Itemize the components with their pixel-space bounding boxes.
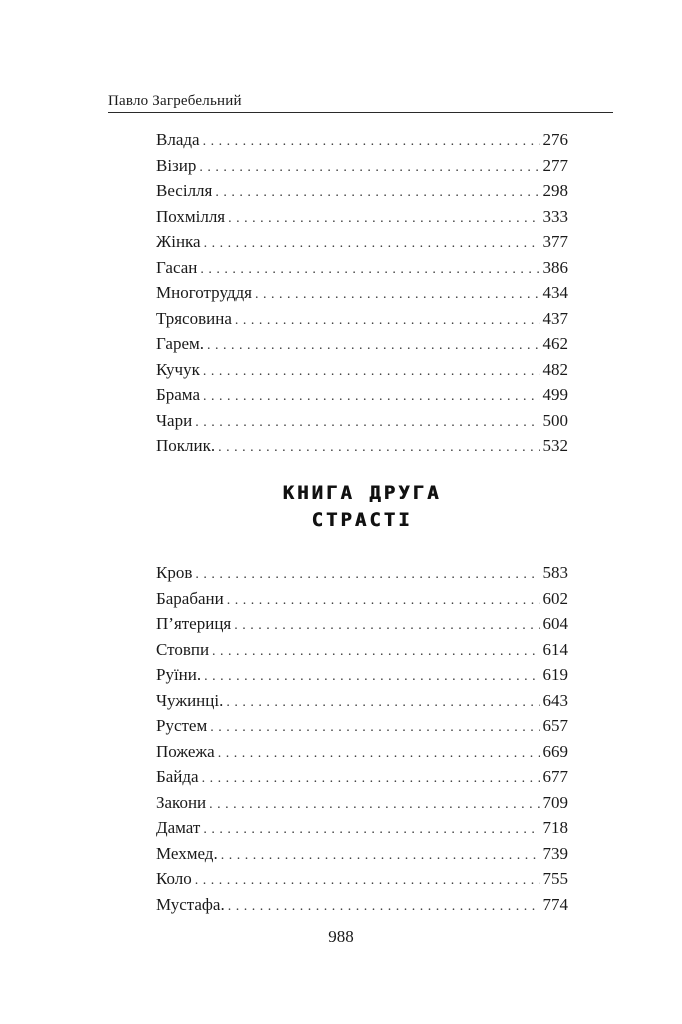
toc-entry	[156, 841, 568, 867]
toc-entry-page: 298	[542, 181, 568, 200]
toc-entry-title: Байда	[156, 767, 199, 786]
dot-leader	[203, 817, 539, 843]
dot-leader	[200, 257, 539, 283]
dot-leader	[209, 792, 539, 818]
toc-entry-page: 619	[542, 665, 568, 684]
toc-entry-page: 462	[542, 334, 568, 353]
toc-entry-title: Многотруддя	[156, 283, 252, 302]
dot-leader	[202, 766, 540, 792]
toc-entry	[156, 127, 568, 153]
dot-leader	[204, 231, 540, 257]
dot-leader	[221, 843, 540, 869]
dot-leader	[255, 282, 540, 308]
toc-entry	[156, 204, 568, 230]
dot-leader	[207, 333, 539, 359]
toc-entry	[156, 433, 568, 459]
toc-entry-title: Кучук	[156, 359, 200, 379]
dot-leader	[195, 410, 539, 436]
toc-entry-title: Жінка	[156, 232, 201, 251]
toc-entry	[156, 611, 568, 637]
toc-entry-title: Дамат	[156, 818, 201, 837]
toc-entry-title: П’ятериця	[156, 614, 232, 633]
toc-entry-title: Чужинці.	[156, 690, 224, 710]
toc-entry	[156, 892, 568, 918]
toc-entry	[156, 357, 568, 383]
toc-entry-title: Поклик.	[156, 436, 216, 455]
toc-entry	[156, 688, 568, 714]
toc-entry-page: 643	[542, 690, 568, 710]
toc-entry-page: 377	[542, 232, 568, 251]
toc-entry-page: 718	[542, 818, 568, 837]
page-number: 988	[328, 927, 354, 946]
toc-entry-page: 437	[542, 308, 568, 328]
toc-entry-title: Гарем.	[156, 334, 205, 353]
toc-entry-page: 709	[542, 792, 568, 812]
toc-entry	[156, 739, 568, 765]
dot-leader	[203, 359, 540, 385]
toc-entry-page: 386	[542, 257, 568, 277]
toc-entry-page: 739	[542, 843, 568, 863]
toc-entry-title: Стовпи	[156, 639, 210, 659]
toc-entry	[156, 382, 568, 408]
toc-entry-page: 614	[542, 639, 568, 659]
dot-leader	[195, 868, 540, 894]
dot-leader	[215, 180, 539, 206]
toc-entry-page: 482	[542, 359, 568, 379]
toc-entry	[156, 560, 568, 586]
toc-entry	[156, 764, 568, 790]
toc-entry-title: Брама	[156, 385, 200, 404]
toc-entry	[156, 306, 568, 332]
dot-leader	[210, 715, 539, 741]
toc-list-part1	[156, 127, 568, 459]
running-head	[108, 92, 613, 113]
toc-entry	[156, 331, 568, 357]
toc-entry-page: 499	[542, 385, 568, 404]
toc-entry-title: Рустем	[156, 716, 208, 735]
toc-entry-page: 669	[542, 741, 568, 761]
toc-entry-page: 333	[542, 206, 568, 226]
dot-leader	[228, 894, 540, 920]
toc-entry-page: 755	[542, 869, 568, 888]
toc-entry-title: Похмілля	[156, 206, 226, 226]
toc-entry-page: 604	[542, 614, 568, 633]
toc-entry	[156, 408, 568, 434]
toc-entry	[156, 713, 568, 739]
dot-leader	[228, 206, 539, 232]
toc-entry	[156, 790, 568, 816]
toc-entry-page: 532	[542, 436, 568, 455]
toc-entry-title: Руїни.	[156, 665, 202, 684]
dot-leader	[203, 384, 540, 410]
toc-entry-page: 602	[542, 588, 568, 608]
book-title-heading: СТРАСТІ	[311, 509, 413, 531]
toc-entry-title: Візир	[156, 155, 197, 175]
author-name: Павло Загребельний	[108, 93, 242, 109]
toc-entry-title: Гасан	[156, 257, 198, 277]
toc-entry-page: 657	[542, 716, 568, 735]
dot-leader	[234, 613, 539, 639]
dot-leader	[218, 435, 539, 461]
toc-entry-title: Коло	[156, 869, 192, 888]
toc-entry-page: 774	[542, 894, 568, 914]
toc-entry-title: Влада	[156, 130, 200, 149]
toc-entry-title: Мехмед.	[156, 843, 218, 863]
toc-list-part2	[156, 560, 568, 917]
toc-entry-page: 500	[542, 410, 568, 430]
book-heading	[156, 480, 568, 534]
toc-entry	[156, 586, 568, 612]
toc-entry-title: Закони	[156, 792, 207, 812]
dot-leader	[195, 562, 539, 588]
toc-entry-title: Мустафа.	[156, 894, 225, 914]
dot-leader	[227, 588, 540, 614]
toc-entry	[156, 255, 568, 281]
toc-entry	[156, 662, 568, 688]
dot-leader	[203, 129, 540, 155]
toc-entry-title: Барабани	[156, 588, 224, 608]
book-number-heading: КНИГА ДРУГА	[282, 482, 442, 504]
dot-leader	[235, 308, 540, 334]
toc-entry-page: 583	[542, 563, 568, 582]
toc-entry	[156, 637, 568, 663]
dot-leader	[212, 639, 539, 665]
toc-entry-page: 276	[542, 130, 568, 149]
toc-entry-page: 277	[542, 155, 568, 175]
dot-leader	[199, 155, 539, 181]
toc-entry	[156, 229, 568, 255]
toc-entry-title: Весілля	[156, 181, 213, 200]
toc-entry-title: Чари	[156, 410, 193, 430]
toc-entry-title: Пожежа	[156, 741, 215, 761]
toc-entry-title: Трясовина	[156, 308, 232, 328]
toc-entry	[156, 866, 568, 892]
toc-entry	[156, 815, 568, 841]
toc-entry	[156, 178, 568, 204]
toc-entry	[156, 153, 568, 179]
toc-entry-page: 434	[542, 283, 568, 302]
dot-leader	[204, 664, 539, 690]
dot-leader	[218, 741, 540, 767]
toc-entry-page: 677	[542, 767, 568, 786]
dot-leader	[226, 690, 539, 716]
toc-entry-title: Кров	[156, 563, 193, 582]
toc-entry	[156, 280, 568, 306]
